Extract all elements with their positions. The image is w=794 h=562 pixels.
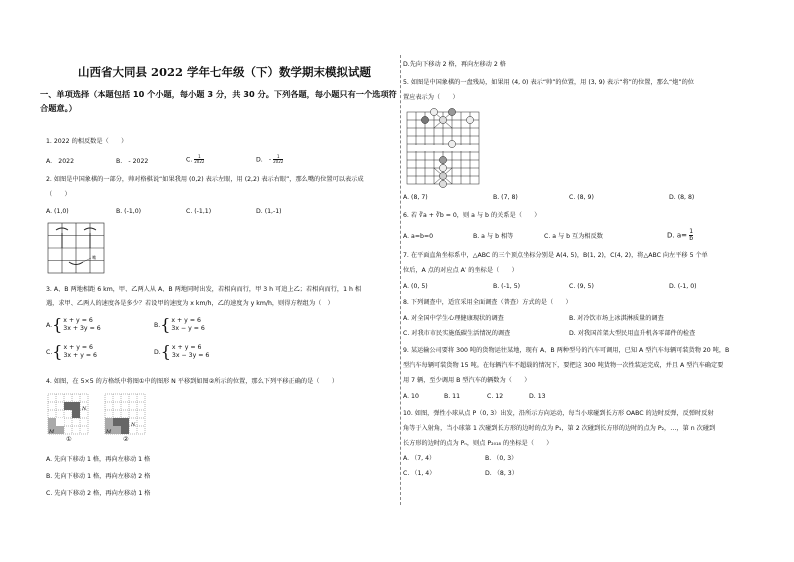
q2-option-b[interactable]: B. (-1,0) <box>116 208 142 215</box>
q6-option-b[interactable]: B. a 与 b 相等 <box>473 233 514 240</box>
q9-stem-line1: 9. 某运输公司要将 300 吨的货物运往某地，现有 A、B 两种型号的汽车可调用，已知 A 型汽车每辆可装货物 20 吨，B <box>403 347 730 354</box>
q3-option-b[interactable]: B. { x + y = 6 3x − y = 6 <box>154 315 205 334</box>
q8-option-a[interactable]: A. 对全国中学生心理健康现状的调查 <box>403 315 504 322</box>
section-heading: 一、单项选择（本题包括 10 个小题，每小题 3 分，共 30 分。下列各题，每小题只有一个选项符 <box>40 89 397 99</box>
q10-stem-line2: 角等于入射角，当小球第 1 次碰到长方形的边时的点为 P₁，第 2 次碰到长方形的边时的点为 P₂，…，第 n 次碰到 <box>403 425 716 432</box>
q2-stem-line1: 2. 如图是中国象棋的一部分，帅对格棋说“如果我用 (0,2) 表示左眼，用 (2,2) 表示右眼”，那么嘴的位置可以表示成 <box>46 176 364 183</box>
q7-stem-line1: 7. 在平面直角坐标系中，△ABC 的三个顶点坐标分别是 A(4, 5)，B(1, 2)，C(4, 2)，将△ABC 向左平移 5 个单 <box>403 252 708 259</box>
q10-option-a[interactable]: A. （7, 4） <box>403 455 436 462</box>
q6-stem: 6. 若 ∛a + ∛b = 0，则 a 与 b 的关系是（ ） <box>403 212 541 219</box>
q4-option-d[interactable]: D.先向下移动 2 格，再向左移动 2 格 <box>403 61 506 68</box>
q1-option-c[interactable]: C. $\frac{1}{2022}$ <box>186 154 205 164</box>
q4-option-c[interactable]: C. 先向下移动 2 格，再向左移动 1 格 <box>46 490 151 497</box>
q5-option-b[interactable]: B. (7, 8) <box>493 194 518 201</box>
q4-stem: 4. 如图，在 5×5 的方格纸中将图①中的图形 N 平移到如图②所示的位置，那么下列平移正确的是（ ） <box>46 378 339 385</box>
q10-stem-line1: 10. 如图，弹性小球从点 P（0, 3）出发，沿所示方向运动，每当小球碰到长方形 OABC 的边时反弹，反弹时反射 <box>403 410 714 417</box>
q4-fig2-n-label: N <box>131 422 136 428</box>
q5-option-d[interactable]: D. (8, 8) <box>669 194 695 201</box>
q9-option-b[interactable]: B. 11 <box>444 393 461 400</box>
section-heading-cont: 合题意。） <box>40 103 77 113</box>
q5-option-a[interactable]: A. (8, 7) <box>403 194 428 201</box>
q4-figure-1 <box>47 393 93 435</box>
q2-face-grid-figure <box>47 222 105 274</box>
q4-fig1-label: ① <box>66 436 72 443</box>
q6-option-a[interactable]: A. a=b=0 <box>403 233 434 240</box>
q1-option-b[interactable]: B. - 2022 <box>116 158 149 165</box>
q4-fig1-m-label: M <box>49 429 55 435</box>
q3-option-a[interactable]: A. { x + y = 6 3x + 3y = 6 <box>46 315 101 334</box>
q5-chess-board-figure <box>403 108 483 188</box>
q8-option-d[interactable]: D. 对我国首架大型民用直升机各零部件的检查 <box>569 330 696 337</box>
q9-option-d[interactable]: D. 13 <box>529 393 546 400</box>
q4-figure-2 <box>104 393 150 435</box>
q7-option-b[interactable]: B. (-1, 5) <box>493 283 521 290</box>
q4-fig2-label: ② <box>123 436 129 443</box>
q5-stem-line1: 5. 如图是中国象棋的一盘残局，如果用 (4, 0) 表示“帅”的位置，用 (3, 9) 表示“将”的位置，那么“炮”的位 <box>403 79 694 86</box>
q9-option-a[interactable]: A. 10 <box>403 393 419 400</box>
q2-option-d[interactable]: D. (1,-1) <box>256 208 282 215</box>
q10-option-b[interactable]: B. （0, 3） <box>485 455 518 462</box>
q1-stem: 1. 2022 的相反数是（ ） <box>46 138 128 145</box>
q7-stem-line2: 位后，A 点的对应点 A′ 的坐标是（ ） <box>403 267 518 274</box>
q2-mouth-label: 嘴 <box>92 255 96 260</box>
q9-stem-line2: 型汽车每辆可装货物 15 吨。在每辆汽车不超载的情况下，要把这 300 吨货物一次性装运完成，并且 A 型汽车确定要 <box>403 362 724 369</box>
q8-option-c[interactable]: C. 对我市市民实施低碳生活情况的调查 <box>403 330 511 337</box>
q9-stem-line3: 用 7 辆，至少调用 B 型汽车的辆数为（ ） <box>403 377 531 384</box>
column-divider <box>400 55 401 505</box>
q10-option-d[interactable]: D. （8, 3） <box>485 470 518 477</box>
q7-option-a[interactable]: A. (0, 5) <box>403 283 428 290</box>
q5-stem-line2: 置应表示为（ ） <box>403 94 459 101</box>
page-title: 山西省大同县 2022 学年七年级（下）数学期末模拟试题 <box>78 65 372 79</box>
q6-option-c[interactable]: C. a 与 b 互为相反数 <box>544 233 603 240</box>
q6-option-d[interactable]: D. a= $\frac{1}{b}$ <box>667 228 694 242</box>
q3-option-c[interactable]: C. { x + y = 6 3x + y = 6 <box>46 342 97 361</box>
q5-option-c[interactable]: C. (8, 9) <box>569 194 594 201</box>
q4-fig2-m-label: M <box>106 429 112 435</box>
q10-option-c[interactable]: C. （1, 4） <box>403 470 436 477</box>
q7-option-d[interactable]: D. (-1, 0) <box>669 283 697 290</box>
q2-stem-line2: （ ） <box>46 191 71 198</box>
q1-option-a[interactable]: A. 2022 <box>46 158 75 165</box>
q2-option-a[interactable]: A. (1,0) <box>46 208 69 215</box>
q8-stem: 8. 下列调查中，适宜采用全面调查（普查）方式的是（ ） <box>403 299 572 306</box>
q2-option-c[interactable]: C. (-1,1) <box>186 208 212 215</box>
q1-option-d[interactable]: D. - $\frac{1}{2022}$ <box>256 154 284 164</box>
q3-option-d[interactable]: D. { x + y = 6 3x − 3y = 6 <box>154 342 210 361</box>
q9-option-c[interactable]: C. 12 <box>487 393 504 400</box>
q4-option-a[interactable]: A. 先向下移动 1 格，再向左移动 1 格 <box>46 456 151 463</box>
q8-option-b[interactable]: B. 对冷饮市场上冰淇淋质量的调查 <box>569 315 664 322</box>
q4-option-b[interactable]: B. 先向下移动 1 格，再向左移动 2 格 <box>46 473 151 480</box>
q3-stem-line2: 遇，求甲、乙两人的速度各是多少？若设甲的速度为 x km/h，乙的速度为 y km/h，则得方程组为（ ） <box>46 300 334 307</box>
q10-stem-line3: 长方形的边时的点为 Pₙ，则点 P₂₀₁₈ 的坐标是（ ） <box>403 440 553 447</box>
q3-stem-line1: 3. A、B 两地相距 6 km，甲、乙两人从 A、B 两地同时出发，若相向而行，甲 3 h 可追上乙；若相向而行，1 h 相 <box>46 286 362 293</box>
q4-fig1-n-label: N <box>82 406 87 412</box>
q7-option-c[interactable]: C. (9, 5) <box>569 283 594 290</box>
